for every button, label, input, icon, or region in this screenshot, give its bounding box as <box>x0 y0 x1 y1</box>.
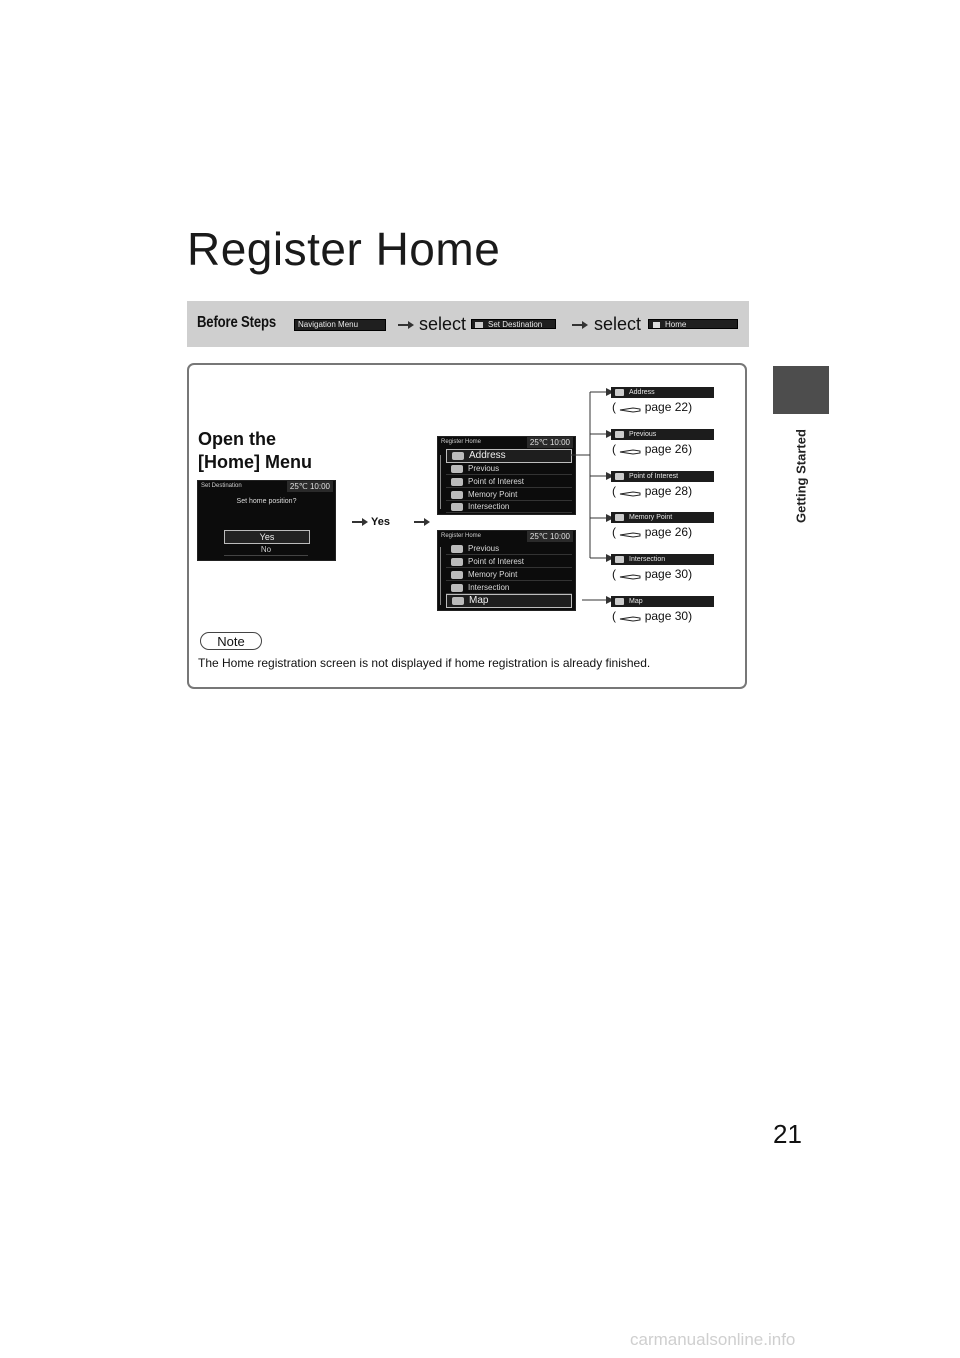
option-intersection <box>611 554 714 565</box>
section-label: Getting Started <box>793 429 809 523</box>
option-memory-point <box>611 512 714 523</box>
arrow-right-icon <box>572 320 588 330</box>
row-label: Previous <box>468 464 500 473</box>
set-destination-button <box>471 319 556 329</box>
map-icon <box>452 597 464 605</box>
option-label: Point of Interest <box>629 473 679 480</box>
poi-icon <box>451 558 463 566</box>
register-home-screen-bottom <box>437 530 576 611</box>
intersection-icon <box>451 503 463 511</box>
option-label: Map <box>629 598 643 605</box>
home-label: Home <box>665 320 687 329</box>
arrow-right-icon <box>414 517 430 527</box>
set-destination-label: Set Destination <box>488 320 543 329</box>
address-icon <box>615 389 624 396</box>
house-icon <box>653 322 660 328</box>
row-label: Point of Interest <box>468 477 525 486</box>
poi-icon <box>615 473 624 480</box>
confirm-screen <box>197 480 336 561</box>
screen-header: Register Home <box>441 439 482 445</box>
option-previous <box>611 429 714 440</box>
row-label: Address <box>469 450 506 461</box>
pointing-hand-icon <box>619 403 641 412</box>
before-steps-label: Before Steps <box>197 314 276 331</box>
row-label: Point of Interest <box>468 557 525 566</box>
memory-point-icon <box>615 514 624 521</box>
option-label: Address <box>629 389 655 396</box>
page-ref-text: page 22 <box>644 400 689 414</box>
page-reference: ( page 26) <box>612 525 693 539</box>
menu-row-previous <box>446 543 572 555</box>
row-label: Previous <box>468 544 500 553</box>
row-label: Memory Point <box>468 490 518 499</box>
row-label: Intersection <box>468 583 510 592</box>
note-text: The Home registration screen is not displayed if home registration is already finished. <box>198 656 651 670</box>
scrollbar <box>440 547 441 605</box>
home-button <box>648 319 738 329</box>
flag-icon <box>475 322 483 328</box>
row-label: Memory Point <box>468 570 518 579</box>
navigation-menu-button: Navigation Menu <box>294 319 386 331</box>
screen-clock: 25℃ 10:00 <box>527 437 573 448</box>
page-reference: ( page 28) <box>612 484 693 498</box>
procedure-heading <box>198 428 312 474</box>
menu-row-map <box>446 594 572 608</box>
no-option: No <box>224 544 308 556</box>
menu-row-poi <box>446 476 572 488</box>
page-reference: ( page 30) <box>612 609 693 623</box>
page-number: 21 <box>773 1119 802 1149</box>
page-ref-text: page 26 <box>644 442 689 456</box>
menu-row-memory-point <box>446 569 572 581</box>
row-label: Intersection <box>468 502 510 511</box>
select-word: select <box>419 314 467 334</box>
menu-row-address <box>446 449 572 463</box>
poi-icon <box>451 478 463 486</box>
pointing-hand-icon <box>619 528 641 537</box>
option-label: Previous <box>629 431 657 438</box>
watermark: carmanualsonline.info <box>630 1330 796 1349</box>
heading-line-2: [Home] Menu <box>198 452 312 472</box>
page-ref-text: page 30 <box>644 609 689 623</box>
confirm-question: Set home position? <box>236 498 297 505</box>
page-ref-text: page 28 <box>644 484 689 498</box>
page-reference: ( page 22) <box>612 400 693 414</box>
menu-row-intersection <box>446 501 572 513</box>
menu-row-poi <box>446 556 572 568</box>
intersection-icon <box>615 556 624 563</box>
menu-row-previous <box>446 463 572 475</box>
memory-point-icon <box>451 491 463 499</box>
screen-clock: 25℃ 10:00 <box>287 481 333 492</box>
menu-row-memory-point <box>446 489 572 501</box>
connector-lines <box>570 380 615 610</box>
yes-option: Yes <box>224 530 310 544</box>
register-home-screen-top <box>437 436 576 515</box>
screen-clock: 25℃ 10:00 <box>527 531 573 542</box>
previous-icon <box>451 465 463 473</box>
intersection-icon <box>451 584 463 592</box>
previous-icon <box>451 545 463 553</box>
previous-icon <box>615 431 624 438</box>
section-tab-marker <box>773 366 829 414</box>
page-ref-text: page 30 <box>644 567 689 581</box>
pointing-hand-icon <box>619 570 641 579</box>
screen-header: Set Destination <box>201 483 242 489</box>
address-icon <box>452 452 464 460</box>
scrollbar <box>440 455 441 509</box>
pointing-hand-icon <box>619 445 641 454</box>
pointing-hand-icon <box>619 487 641 496</box>
arrow-right-icon <box>398 320 414 330</box>
heading-line-1: Open the <box>198 429 277 449</box>
menu-row-intersection <box>446 582 572 594</box>
option-address <box>611 387 714 398</box>
page-title: Register Home <box>187 223 501 275</box>
page-reference: ( page 30) <box>612 567 693 581</box>
map-icon <box>615 598 624 605</box>
yes-label: Yes <box>371 516 390 528</box>
arrow-right-icon <box>352 517 368 527</box>
option-label: Intersection <box>629 556 666 563</box>
page-ref-text: page 26 <box>644 525 689 539</box>
memory-point-icon <box>451 571 463 579</box>
option-map <box>611 596 714 607</box>
page-reference: ( page 26) <box>612 442 693 456</box>
pointing-hand-icon <box>619 612 641 621</box>
option-point-of-interest <box>611 471 714 482</box>
option-label: Memory Point <box>629 514 673 521</box>
note-tag: Note <box>200 632 262 650</box>
screen-header: Register Home <box>441 533 482 539</box>
select-word: select <box>594 314 642 334</box>
row-label: Map <box>469 595 489 606</box>
